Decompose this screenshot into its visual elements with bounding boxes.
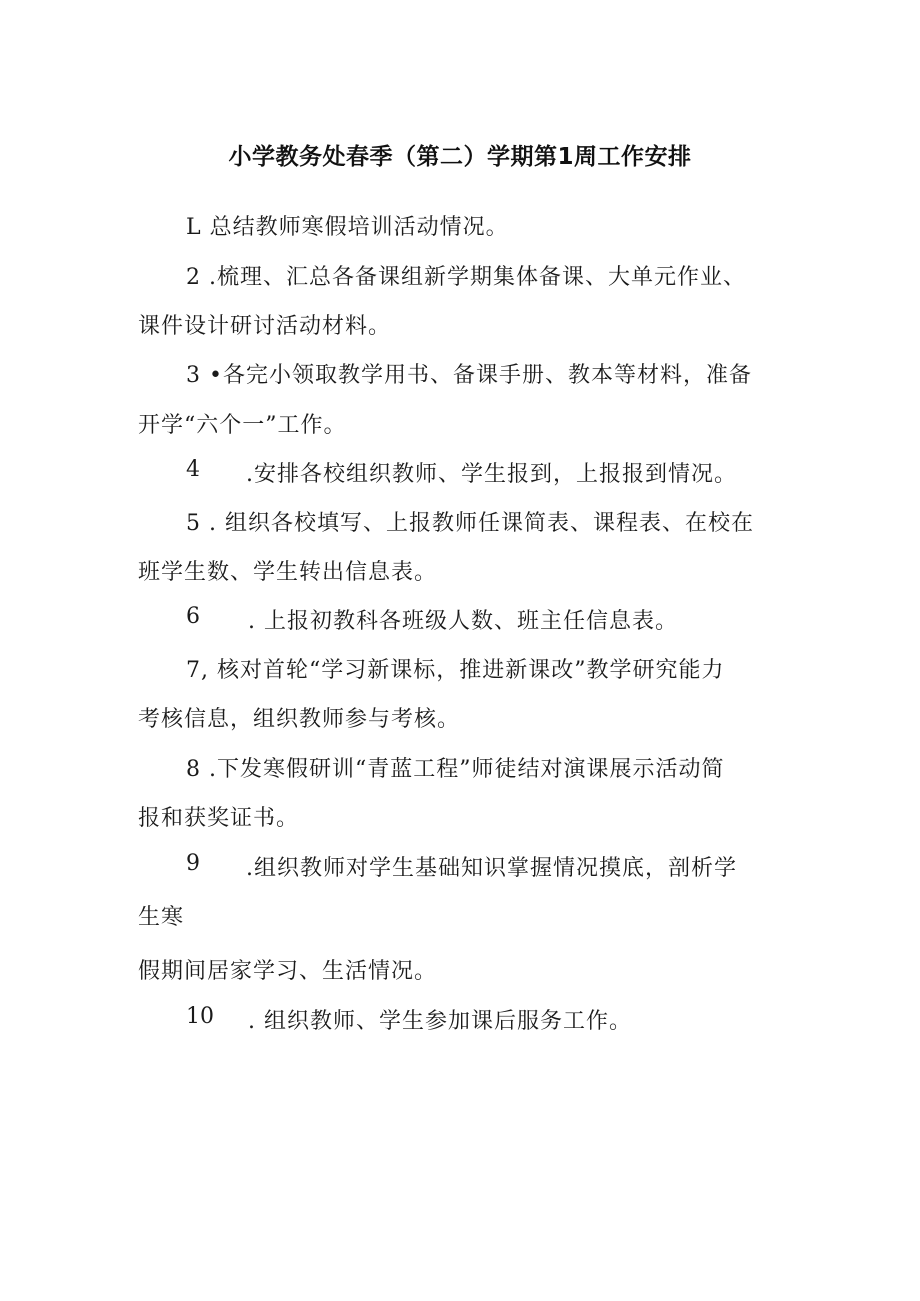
item-5-line-2: 班学生数、学生转出信息表。 [138, 560, 438, 585]
item-8-line-2: 报和获奖证书。 [138, 806, 300, 831]
item-9-text: .组织教师对学生基础知识掌握情况摸底，剖析学 [246, 856, 737, 881]
item-10-text: . 组织教师、学生参加课后服务工作。 [248, 1009, 632, 1034]
item-7-line-2: 考核信息，组织教师参与考核。 [138, 707, 461, 732]
item-5-line-1: 5 . 组织各校填写、上报教师任课简表、课程表、在校在 [186, 511, 754, 536]
item-9-number: 9 [186, 851, 200, 876]
item-4-number: 4 [186, 457, 200, 482]
item-2-line-2: 课件设计研讨活动材料。 [138, 314, 392, 339]
item-1-line-1: L 总结教师寒假培训活动情况。 [186, 215, 509, 240]
item-7-line-1: 7, 核对首轮“学习新课标，推进新课改”教学研究能力 [186, 658, 725, 683]
item-3-line-1: 3 •各完小领取教学用书、备课手册、教本等材料，准备 [186, 363, 752, 388]
item-2-line-1: 2 .梳理、汇总各备课组新学期集体备课、大单元作业、 [186, 265, 746, 290]
item-6-text: . 上报初教科各班级人数、班主任信息表。 [248, 609, 678, 634]
item-9-line-3: 假期间居家学习、生活情况。 [138, 959, 438, 984]
item-3-line-2: 开学“六个一”工作。 [138, 413, 347, 438]
document-title: 小学教务处春季（第二）学期第1周工作安排 [228, 144, 692, 170]
item-9-line-2: 生寒 [138, 905, 185, 930]
item-6-number: 6 [186, 604, 200, 629]
item-10-number: 10 [186, 1004, 214, 1029]
item-4-text: .安排各校组织教师、学生报到，上报报到情况。 [246, 462, 737, 487]
item-8-line-1: 8 .下发寒假研训“青蓝工程”师徒结对演课展示活动简 [186, 757, 725, 782]
